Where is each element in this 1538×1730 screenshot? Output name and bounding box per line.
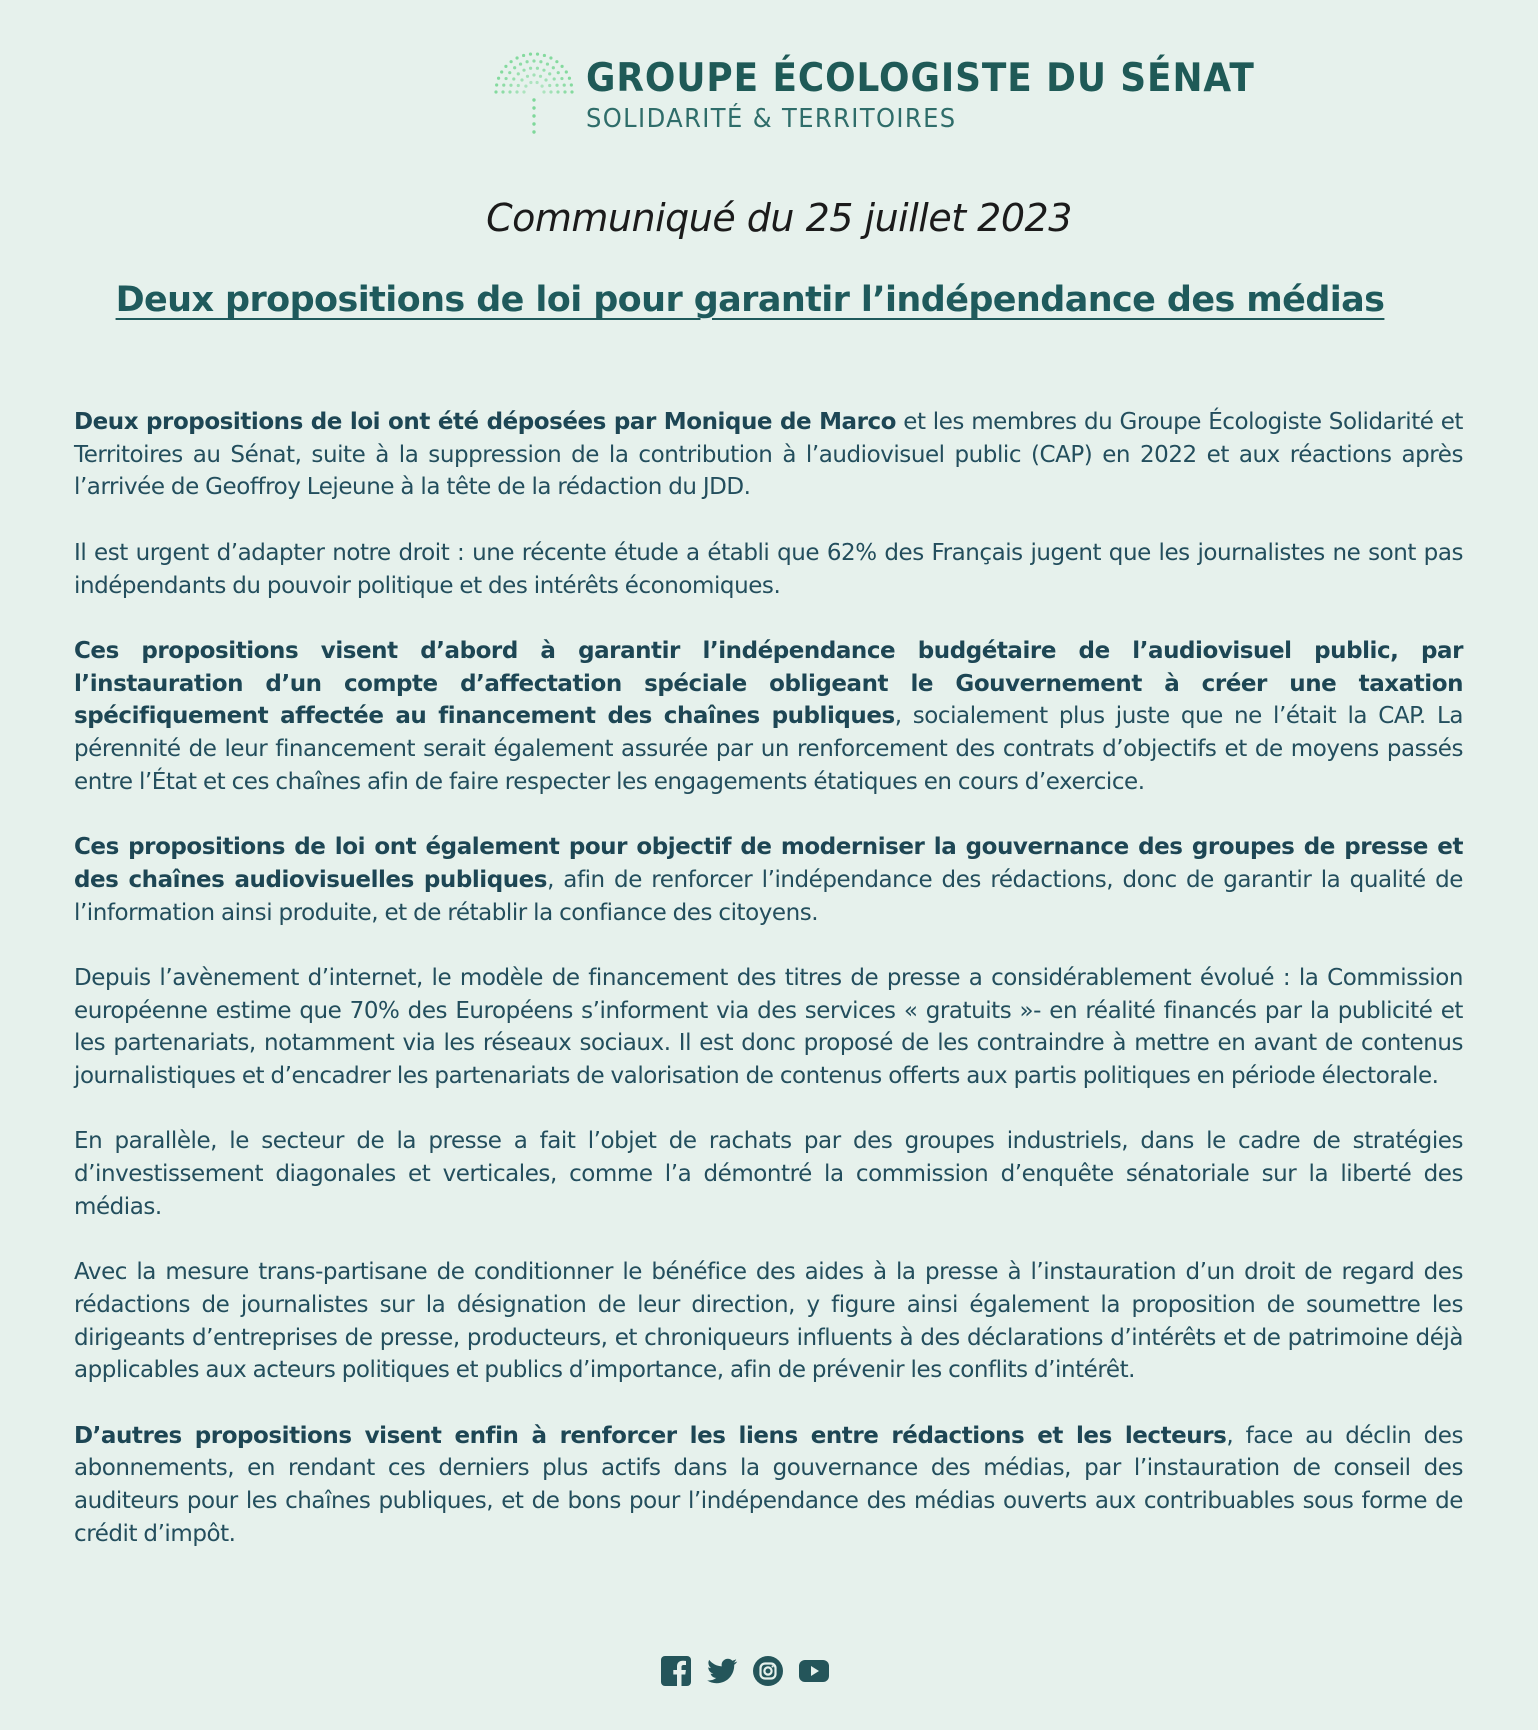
hemicycle-dots-icon: [494, 52, 574, 138]
logo-dot: [548, 72, 551, 75]
logo-dot: [570, 83, 573, 86]
logo-dot: [548, 84, 551, 87]
logo-dot: [532, 59, 535, 62]
logo-dot: [543, 54, 546, 57]
logo-dot: [509, 84, 512, 87]
release-body: [74, 406, 1463, 1583]
logo-dot: [515, 56, 518, 59]
paragraph-text: , face au déclin des abonnements, en rendant ces derniers plus actifs dans la gouvernance des médias, par l’instauration de conseil des auditeurs pour les chaînes publiques, et de bons pour l’indépendance des médias ouverts aux contribuables sous forme de crédit d’impôt.: [74, 1422, 1463, 1547]
paragraph-bold: Deux propositions de loi ont été déposées par Monique de Marco: [74, 409, 897, 435]
paragraph: [74, 406, 1463, 504]
social-links: [659, 1653, 831, 1689]
logo-dot: [540, 85, 543, 88]
logo-dot: [508, 90, 511, 93]
logo-dot: [519, 62, 522, 65]
logo-dot: [563, 90, 566, 93]
paragraph-text: Depuis l’avènement d’internet, le modèle de financement des titres de presse a considérablement évolué : la Commission européenne estime que 70% des Européens s’informent via des services « gratuits »- en réalité financés par la publicité et les partenariats, notamment via les réseaux sociaux. Il est donc proposé de les contraindre à mettre en avant de contenus journalistiques et d’encadrer les partenariats de valorisation de contenus offerts aux partis politiques en période électorale.: [74, 964, 1463, 1089]
logo-dot: [529, 53, 532, 56]
logo-dot: [560, 65, 563, 68]
logo-stem-dot: [532, 122, 535, 125]
logo-dot: [500, 70, 503, 73]
logo-dot: [526, 60, 529, 63]
logo-dot: [557, 71, 560, 74]
logo-dot: [510, 60, 513, 63]
logo-dot: [512, 77, 515, 80]
logo-dot: [508, 71, 511, 74]
logo-dot: [515, 90, 518, 93]
logo-dot: [522, 54, 525, 57]
logo-dot: [542, 69, 545, 72]
twitter-icon[interactable]: [705, 1654, 739, 1688]
logo-dot: [539, 75, 542, 78]
logo-dot: [553, 77, 556, 80]
paragraph: [74, 1420, 1463, 1551]
paragraph-text: et les membres du Groupe Écologiste Solidarité et Territoires au Sénat, suite à la suppression de la contribution à l’audiovisuel public (CAP) en 2022 et aux réactions après l’arrivée de Geoffroy Lejeune à la tête de la rédaction du JDD.: [74, 409, 1463, 501]
logo-dot: [552, 66, 555, 69]
paragraph-bold: Ces propositions de loi ont également pour objectif de moderniser la gouvernance des groupes de presse et des chaînes audiovisuelles publiques: [74, 834, 1463, 893]
logo-dot: [544, 78, 547, 81]
logo-stem-dot: [532, 114, 535, 117]
paragraph: [74, 537, 1463, 602]
logo-dot: [497, 77, 500, 80]
logo-stem-dot: [532, 98, 535, 101]
paragraph-bold: Ces propositions visent d’abord à garantir l’indépendance budgétaire de l’audiovisuel public, par l’instauration d’un compte d’affectation spéciale obligeant le Gouvernement à créer une taxation spécifiquement affectée au financement des chaînes publiques: [74, 637, 1463, 730]
logo-dot: [524, 85, 527, 88]
logo-dot: [555, 60, 558, 63]
org-subtitle: SOLIDARITÉ & TERRITOIRES: [586, 104, 957, 134]
logo-dot: [504, 65, 507, 68]
logo-dot: [565, 70, 568, 73]
logo-dot: [549, 90, 552, 93]
youtube-icon[interactable]: [797, 1654, 831, 1688]
logo-dot: [520, 78, 523, 81]
paragraph-text: En parallèle, le secteur de la presse a fait l’objet de rachats par des groupes industriels, dans le cadre de stratégies d’investissement diagonales et verticales, comme l’a démontré la commission d’enquête sénatoriale sur la liberté des médias.: [74, 1128, 1463, 1220]
logo-dot: [501, 90, 504, 93]
paragraph: [74, 635, 1463, 799]
facebook-icon[interactable]: [659, 1654, 693, 1688]
logo-dot: [568, 77, 571, 80]
logo-dot: [546, 62, 549, 65]
logo-dot: [532, 73, 535, 76]
logo-dot: [522, 90, 525, 93]
logo-dot: [555, 84, 558, 87]
logo-dot: [560, 77, 563, 80]
paragraph: [74, 1125, 1463, 1223]
paragraph-text: , afin de renforcer l’indépendance des rédactions, donc de garantir la qualité de l’information ainsi produite, et de rétablir la confiance des citoyens.: [74, 866, 1463, 926]
logo-dot: [513, 66, 516, 69]
logo-dot: [563, 84, 566, 87]
logo-dot: [517, 72, 520, 75]
logo-dot: [529, 67, 532, 70]
paragraph-text: Il est urgent d’adapter notre droit : une récente étude a établi que 62% des Français jugent que les journalistes ne sont pas indépendants du pouvoir politique et des intérêts économiques.: [74, 539, 1463, 599]
logo-dot: [539, 60, 542, 63]
org-name: GROUPE ÉCOLOGISTE DU SÉNAT: [586, 56, 1255, 101]
release-date: Communiqué du 25 juillet 2023: [486, 196, 1072, 240]
logo-dot: [542, 90, 545, 93]
page-title: Deux propositions de loi pour garantir l’indépendance des médias: [115, 280, 1385, 320]
logo-dot: [526, 75, 529, 78]
logo-dot: [536, 53, 539, 56]
logo-dot: [536, 67, 539, 70]
paragraph-text: Avec la mesure trans-partisane de conditionner le bénéfice des aides à la presse à l’instauration d’un droit de regard des rédactions de journalistes sur la désignation de leur direction, y figure ainsi également la proposition de soumettre les dirigeants d’entreprises de presse, producteurs, et chroniqueurs influents à des déclarations d’intérêts et de patrimoine déjà applicables aux acteurs politiques et publics d’importance, afin de prévenir les conflits d’intérêt.: [74, 1259, 1463, 1384]
logo-dot: [517, 84, 520, 87]
org-logo: [494, 52, 1255, 142]
logo-dot: [495, 83, 498, 86]
paragraph: [74, 962, 1463, 1093]
logo-dot: [502, 84, 505, 87]
logo-dot: [549, 56, 552, 59]
paragraph-text: , socialement plus juste que ne l’était la CAP. La pérennité de leur financement serait également assurée par un renforcement des contrats d’objectifs et de moyens passés entre l’État et ces chaînes afin de faire respecter les engagements étatiques en cours d’exercice.: [74, 703, 1463, 795]
logo-dot: [570, 90, 573, 93]
logo-stem-dot: [532, 130, 535, 133]
logo-dot: [535, 81, 538, 84]
logo-dot: [504, 77, 507, 80]
logo-dot: [556, 90, 559, 93]
paragraph: [74, 1256, 1463, 1387]
paragraph-bold: D’autres propositions visent enfin à renforcer les liens entre rédactions et les lecteurs: [74, 1422, 1227, 1449]
instagram-icon[interactable]: [751, 1654, 785, 1688]
paragraph: [74, 831, 1463, 929]
logo-dot: [494, 90, 497, 93]
logo-stem-dot: [532, 106, 535, 109]
logo-dot: [522, 69, 525, 72]
logo-dot: [529, 81, 532, 84]
